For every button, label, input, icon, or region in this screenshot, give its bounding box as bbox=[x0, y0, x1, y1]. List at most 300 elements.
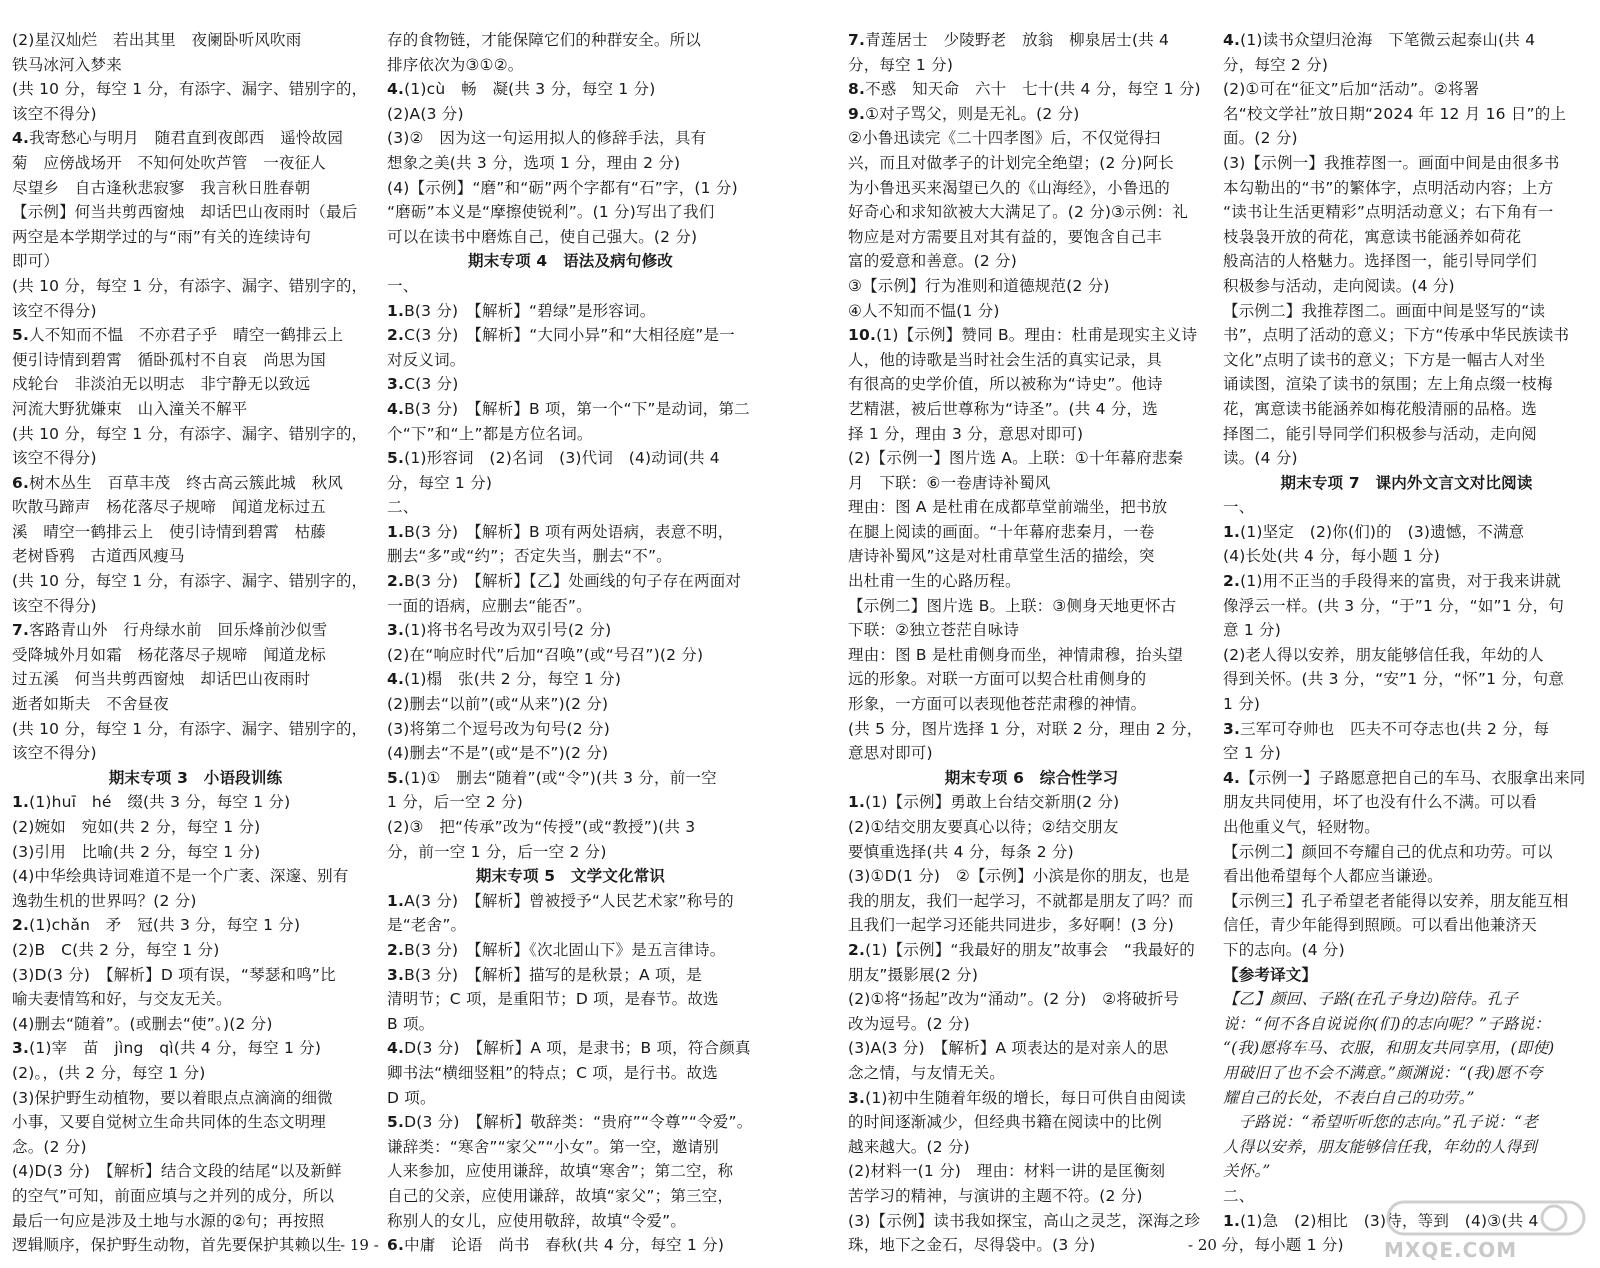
answer-line bbox=[848, 618, 1215, 643]
line-text: 青莲居士 少陵野老 放翁 柳泉居士(共 4 bbox=[865, 31, 1170, 49]
line-text: 择图二，能引导同学们积极参与活动，走向阅 bbox=[1223, 424, 1538, 443]
line-text: 该空不得分) bbox=[12, 449, 97, 468]
answer-line bbox=[12, 1086, 379, 1111]
question-number: 5. bbox=[387, 768, 405, 787]
line-text: 书”，点明了活动的意义；下方“传承中华民族读书 bbox=[1223, 326, 1570, 345]
line-text: 【乙】颜回、子路(在孔子身边)陪侍。孔子 bbox=[1223, 990, 1519, 1009]
question-number: 6. bbox=[387, 1236, 405, 1255]
answer-line bbox=[1223, 840, 1590, 865]
answer-line bbox=[12, 1184, 379, 1209]
line-text: 择 1 分，理由 3 分，意思对即可) bbox=[848, 424, 1084, 443]
question-number: 3. bbox=[387, 375, 405, 394]
answer-line bbox=[387, 323, 754, 348]
line-text: 得到关怀。(共 3 分，“安”1 分，“怀”1 分，句意 bbox=[1223, 670, 1565, 689]
question-number: 2. bbox=[387, 326, 405, 345]
line-text: 该空不得分) bbox=[12, 104, 97, 123]
line-text: 兴，而且对做孝子的计划完全绝望；(2 分)阿长 bbox=[848, 153, 1174, 172]
line-text: 花，寓意读书能涵养如梅花般清丽的品格。选 bbox=[1223, 399, 1538, 418]
answer-line bbox=[12, 1209, 379, 1234]
line-text: 溪 晴空一鹤排云上 使引诗情到碧霄 枯藤 bbox=[12, 522, 327, 541]
line-text: 二、 bbox=[387, 498, 419, 517]
answer-line bbox=[387, 987, 754, 1012]
answer-line bbox=[387, 1233, 754, 1258]
line-text: 形象，一方面可以表现他苍茫肃穆的神情。 bbox=[848, 695, 1147, 714]
question-number: 1. bbox=[1223, 522, 1241, 541]
line-text: 文化”点明了读书的意义；下方是一幅古人对坐 bbox=[1223, 350, 1546, 369]
line-text: 想象之美(共 3 分，选项 1 分，理由 2 分) bbox=[387, 153, 681, 172]
answer-line bbox=[848, 495, 1215, 520]
line-text: 逝者如斯夫 不舍昼夜 bbox=[12, 695, 170, 714]
line-text: 用破旧了也不会不满意。”颜渊说：“(我)愿不夸 bbox=[1223, 1063, 1543, 1082]
line-text: 我的朋友，我们一起学习，不就都是朋友了吗？而 bbox=[848, 891, 1194, 910]
line-text: 理由：图 A 是杜甫在成都草堂前端坐，把书放 bbox=[848, 498, 1168, 517]
question-number: 3. bbox=[1223, 719, 1241, 738]
question-number: 3. bbox=[12, 1039, 30, 1058]
line-text: ③【示例】行为准则和道德规范(2 分) bbox=[848, 276, 1110, 295]
line-text: B(3 分) 【解析】描写的是秋景；A 项，是 bbox=[404, 965, 702, 984]
line-text: 戍轮台 非淡泊无以明志 非宁静无以致远 bbox=[12, 375, 311, 394]
line-text: 越来越大。(2 分) bbox=[848, 1137, 970, 1156]
answer-line bbox=[1223, 151, 1590, 176]
line-text: 该空不得分) bbox=[12, 596, 97, 615]
section-heading: 期末专项 4 语法及病句修改 bbox=[468, 252, 673, 271]
line-text: 珠，地下之金石，尽得袋中。(3 分) bbox=[848, 1236, 1096, 1255]
line-text: (2)【示例一】图片选 A。上联：①十年幕府悲秦 bbox=[848, 449, 1184, 468]
line-text: 过五溪 何当共剪西窗烛 却话巴山夜雨时 bbox=[12, 670, 311, 689]
answer-line bbox=[387, 102, 754, 127]
line-text: 分，每空 2 分) bbox=[1223, 55, 1329, 74]
line-text: (4)【示例】“磨”和“砺”两个字都有“石”字，(1 分) bbox=[387, 178, 738, 197]
line-text: 空 1 分) bbox=[1223, 744, 1281, 763]
line-text: 是“老舍”。 bbox=[387, 916, 467, 935]
line-text: 人得以安养，朋友能够信任我，年幼的人得到 bbox=[1223, 1137, 1538, 1156]
line-text: D(3 分) 【解析】A 项，是隶书；B 项，符合颜真 bbox=[404, 1039, 751, 1058]
answer-line bbox=[387, 766, 754, 791]
question-number: 4. bbox=[12, 129, 30, 148]
question-number: 1. bbox=[12, 793, 30, 812]
line-text: 分，每空 1 分) bbox=[387, 473, 493, 492]
answer-line bbox=[12, 495, 379, 520]
answer-line bbox=[848, 1184, 1215, 1209]
answer-line bbox=[1223, 225, 1590, 250]
line-text: 意思对即可) bbox=[848, 744, 933, 763]
answer-line bbox=[12, 864, 379, 889]
answer-line bbox=[387, 397, 754, 422]
answer-line bbox=[1223, 520, 1590, 545]
answer-line bbox=[848, 544, 1215, 569]
answer-line bbox=[12, 1012, 379, 1037]
answer-line bbox=[387, 422, 754, 447]
line-text: (1)用不正当的手段得来的富贵，对于我来讲就 bbox=[1240, 572, 1561, 591]
line-text: B(3 分) 【解析】【乙】处画线的句子存在两面对 bbox=[404, 572, 742, 591]
question-number: 8. bbox=[848, 80, 866, 99]
answer-line bbox=[12, 102, 379, 127]
line-text: (4)D(3 分) 【解析】结合文段的结尾“以及新鲜 bbox=[12, 1162, 342, 1181]
line-text: (1)huī hé 缀(共 3 分，每空 1 分) bbox=[29, 793, 291, 812]
answer-line bbox=[848, 299, 1215, 324]
answer-line bbox=[387, 544, 754, 569]
answer-line bbox=[12, 225, 379, 250]
line-text: C(3 分) 【解析】“大同小异”和“大相径庭”是一 bbox=[404, 326, 735, 345]
answer-line bbox=[1223, 126, 1590, 151]
answer-line bbox=[387, 225, 754, 250]
question-number: 1. bbox=[387, 522, 405, 541]
watermark-logo-icon bbox=[1386, 1198, 1586, 1238]
question-number: 1. bbox=[387, 301, 405, 320]
answer-line bbox=[12, 200, 379, 225]
question-number: 4. bbox=[1223, 768, 1241, 787]
line-text: 分，前一空 1 分，后一空 2 分) bbox=[387, 842, 607, 861]
question-number: 2. bbox=[12, 916, 30, 935]
line-text: (2)材料一(1 分) 理由：材料一讲的是匡衡刻 bbox=[848, 1162, 1166, 1181]
answer-line bbox=[12, 28, 379, 53]
answer-line bbox=[848, 249, 1215, 274]
answer-line bbox=[12, 126, 379, 151]
translation-line bbox=[1223, 1159, 1590, 1184]
line-text: 谦辞类：“寒舍”“家父”“小女”。第一空，邀请别 bbox=[387, 1137, 719, 1156]
line-text: 【示例】何当共剪西窗烛 却话巴山夜雨时（最后 bbox=[12, 203, 358, 222]
line-text: (1)【示例】勇敢上台结交新朋(2 分) bbox=[865, 793, 1120, 812]
answer-line bbox=[848, 1012, 1215, 1037]
translation-line bbox=[1223, 1061, 1590, 1086]
answer-line bbox=[848, 594, 1215, 619]
question-number: 9. bbox=[848, 104, 866, 123]
line-text: 关怀。” bbox=[1223, 1162, 1271, 1181]
line-text: 中庸 论语 尚书 春秋(共 4 分，每空 1 分) bbox=[404, 1236, 725, 1255]
answer-line bbox=[387, 790, 754, 815]
line-text: (2)B C(共 2 分，每空 1 分) bbox=[12, 940, 220, 959]
line-text: (2)婉如 宛如(共 2 分，每空 1 分) bbox=[12, 818, 261, 836]
line-text: 且我们一起学习还能共同进步，多好啊！(3 分) bbox=[848, 916, 1174, 935]
line-text: 对反义词。 bbox=[387, 350, 466, 369]
answer-line bbox=[387, 717, 754, 742]
answer-line bbox=[848, 446, 1215, 471]
line-text: (2)③ 把“传承”改为“传授”(或“教授”)(共 3 bbox=[387, 818, 696, 836]
line-text: 般高洁的人格魅力。选择图一，能引导同学们 bbox=[1223, 252, 1538, 271]
line-text: 富的爱意和善意。(2 分) bbox=[848, 252, 1017, 271]
line-text: 客路青山外 行舟绿水前 回乐烽前沙似雪 bbox=[29, 621, 328, 640]
answer-line bbox=[1223, 963, 1590, 988]
line-text: (1)形容词 (2)名词 (3)代词 (4)动词(共 4 bbox=[404, 449, 720, 468]
line-text: (3)D(3 分) 【解析】D 项有误，“琴瑟和鸣”比 bbox=[12, 965, 336, 984]
answer-line bbox=[387, 1110, 754, 1135]
answer-line bbox=[1223, 495, 1590, 520]
answer-line bbox=[848, 53, 1215, 78]
line-text: (3)【示例】读书我如探宝，高山之灵芝，深海之珍 bbox=[848, 1211, 1201, 1230]
line-text: 有很高的史学价值，所以被称为“诗史”。他诗 bbox=[848, 375, 1163, 394]
question-number: 1. bbox=[387, 891, 405, 910]
question-number: 3. bbox=[387, 621, 405, 640]
answer-line bbox=[848, 889, 1215, 914]
line-text: 喻夫妻情笃和好，与交友无关。 bbox=[12, 990, 232, 1009]
line-text: 理由：图 B 是杜甫侧身而坐，神情肃穆，抬头望 bbox=[848, 645, 1184, 664]
answer-line bbox=[387, 1012, 754, 1037]
answer-line bbox=[12, 963, 379, 988]
section-heading: 期末专项 6 综合性学习 bbox=[944, 768, 1119, 787]
line-text: “读书让生活更精彩”点明活动意义；右下角有一 bbox=[1223, 203, 1554, 222]
page-number-20: - 20 - bbox=[1188, 1236, 1227, 1254]
answer-line bbox=[1223, 77, 1590, 102]
line-text: 朋友共同使用，坏了也没有什么不满。可以看 bbox=[1223, 793, 1538, 812]
line-text: 【示例二】我推荐图二。画面中间是竖写的“读 bbox=[1223, 301, 1546, 320]
answer-line bbox=[1223, 53, 1590, 78]
answer-line bbox=[848, 1086, 1215, 1111]
line-text: D(3 分) 【解析】敬辞类：“贵府”“令尊”“令爱”。 bbox=[404, 1113, 753, 1132]
line-text: (1)cù 畅 凝(共 3 分，每空 1 分) bbox=[404, 80, 656, 99]
line-text: 尽望乡 自古逢秋悲寂寥 我言秋日胜春朝 bbox=[12, 178, 311, 197]
answer-line bbox=[12, 938, 379, 963]
line-text: 念。(2 分) bbox=[12, 1137, 87, 1156]
answer-line bbox=[12, 1233, 379, 1258]
line-text: (1)将书名号改为双引号(2 分) bbox=[404, 621, 612, 640]
answer-line bbox=[12, 618, 379, 643]
line-text: (3)保护野生动植物，要以着眼点点滴滴的细微 bbox=[12, 1088, 333, 1107]
answer-line bbox=[12, 987, 379, 1012]
answer-line bbox=[1223, 667, 1590, 692]
answer-line bbox=[12, 840, 379, 865]
answer-line bbox=[12, 520, 379, 545]
answer-line bbox=[12, 692, 379, 717]
answer-line bbox=[387, 1135, 754, 1160]
answer-line bbox=[1223, 323, 1590, 348]
line-text: 像浮云一样。(共 3 分，“于”1 分，“如”1 分，句 bbox=[1223, 596, 1565, 615]
answer-line bbox=[1223, 397, 1590, 422]
line-text: 【参考译文】 bbox=[1223, 965, 1318, 984]
answer-line bbox=[12, 913, 379, 938]
answer-line bbox=[848, 348, 1215, 373]
answer-line bbox=[848, 471, 1215, 496]
answer-line bbox=[848, 1233, 1215, 1258]
answer-line bbox=[387, 692, 754, 717]
line-text: (共 5 分，图片选择 1 分，对联 2 分，理由 2 分， bbox=[848, 719, 1203, 738]
question-number: 4. bbox=[387, 670, 405, 689]
answer-line bbox=[848, 963, 1215, 988]
question-number: 2. bbox=[1223, 572, 1241, 591]
line-text: 月 下联：⑥一卷唐诗补蜀风 bbox=[848, 473, 1051, 492]
line-text: (4)删去“不是”(或“是不”)(2 分) bbox=[387, 744, 609, 763]
question-number: 6. bbox=[12, 473, 30, 492]
answer-line bbox=[387, 495, 754, 520]
watermark-text: MXQE.COM bbox=[1384, 1238, 1518, 1262]
line-text: (1)坚定 (2)你(们)的 (3)遗憾，不满意 bbox=[1240, 522, 1525, 541]
answer-line bbox=[387, 643, 754, 668]
answer-line bbox=[387, 1086, 754, 1111]
answer-line bbox=[1223, 864, 1590, 889]
line-text: B(3 分) 【解析】《次北固山下》是五言律诗。 bbox=[404, 940, 726, 959]
answer-line bbox=[12, 446, 379, 471]
question-number: 5. bbox=[387, 1113, 405, 1132]
answer-line bbox=[1223, 643, 1590, 668]
answer-line bbox=[12, 1159, 379, 1184]
answer-line bbox=[12, 1110, 379, 1135]
answer-line bbox=[848, 225, 1215, 250]
line-text: 逸勃生机的世界吗？(2 分) bbox=[12, 891, 197, 910]
question-number: 1. bbox=[1223, 1211, 1241, 1230]
line-text: 枝袅袅开放的荷花，寓意读书能涵养如荷花 bbox=[1223, 227, 1522, 246]
line-text: (2)老人得以安养，朋友能够信任我，年幼的人 bbox=[1223, 645, 1544, 664]
answer-line bbox=[387, 889, 754, 914]
answer-line bbox=[12, 274, 379, 299]
answer-line bbox=[387, 1061, 754, 1086]
question-number: 5. bbox=[12, 326, 30, 345]
question-number: 1. bbox=[848, 793, 866, 812]
line-text: 小事，又要自觉树立生命共同体的生态文明理 bbox=[12, 1113, 327, 1132]
answer-line bbox=[848, 372, 1215, 397]
answer-line bbox=[387, 299, 754, 324]
question-number: 4. bbox=[387, 399, 405, 418]
line-text: 下的志向。(4 分) bbox=[1223, 940, 1345, 959]
line-text: (1)榻 张(共 2 分，每空 1 分) bbox=[404, 670, 622, 689]
answer-line bbox=[12, 594, 379, 619]
line-text: 好奇心和求知欲被大大满足了。(2 分)③示例：礼 bbox=[848, 203, 1189, 222]
line-text: (3)A(3 分) 【解析】A 项表达的是对亲人的思 bbox=[848, 1039, 1169, 1058]
answer-line bbox=[387, 372, 754, 397]
line-text: (2)。，(共 2 分，每空 1 分) bbox=[12, 1063, 206, 1082]
answer-line bbox=[1223, 692, 1590, 717]
line-text: 诵读图，渲染了读书的氛围；左上角点缀一枝梅 bbox=[1223, 375, 1553, 394]
line-text: 子路说：“希望听听您的志向。”孔子说：“老 bbox=[1223, 1113, 1538, 1132]
answer-line bbox=[848, 126, 1215, 151]
line-text: (1)chǎn 矛 冠(共 3 分，每空 1 分) bbox=[29, 916, 301, 935]
answer-line bbox=[387, 151, 754, 176]
line-text: 唐诗补蜀风”这是对杜甫草堂生活的描绘，突 bbox=[848, 547, 1155, 566]
line-text: (2)①可在“征文”后加“活动”。②将署 bbox=[1223, 80, 1480, 99]
answer-line bbox=[1223, 938, 1590, 963]
answer-line bbox=[12, 348, 379, 373]
answer-line bbox=[387, 667, 754, 692]
line-text: 积极参与活动，走向阅读。(4 分) bbox=[1223, 276, 1455, 295]
answer-line bbox=[12, 1036, 379, 1061]
line-text: (共 10 分，每空 1 分，有添字、漏字、错别字的， bbox=[12, 80, 368, 99]
answer-line bbox=[387, 520, 754, 545]
line-text: 二、 bbox=[1223, 1186, 1255, 1205]
answer-line bbox=[387, 274, 754, 299]
answer-line bbox=[1223, 102, 1590, 127]
answer-line bbox=[848, 569, 1215, 594]
answer-line bbox=[12, 717, 379, 742]
line-text: 在腿上阅读的画面。“十年幕府悲秦月，一卷 bbox=[848, 522, 1155, 541]
question-number: 10. bbox=[848, 326, 877, 345]
answer-line bbox=[12, 815, 379, 840]
answer-line bbox=[12, 790, 379, 815]
answer-line bbox=[12, 53, 379, 78]
answer-line bbox=[12, 323, 379, 348]
line-text: 改为逗号。(2 分) bbox=[848, 1014, 970, 1033]
answer-line bbox=[12, 299, 379, 324]
line-text: (2)星汉灿烂 若出其里 夜阑卧听风吹雨 bbox=[12, 31, 302, 49]
answer-line bbox=[387, 1159, 754, 1184]
answer-line bbox=[848, 422, 1215, 447]
line-text: ①对子骂父，则是无礼。(2 分) bbox=[865, 104, 1080, 123]
line-text: 老树昏鸦 古道西风瘦马 bbox=[12, 547, 185, 566]
line-text: (2)A(3 分) bbox=[387, 104, 464, 123]
section-heading: 期末专项 7 课内外文言文对比阅读 bbox=[1280, 473, 1533, 492]
line-text: (共 10 分，每空 1 分，有添字、漏字、错别字的， bbox=[12, 719, 368, 738]
line-text: 受降城外月如霜 杨花落尽子规啼 闻道龙标 bbox=[12, 645, 327, 664]
answer-line bbox=[848, 741, 1215, 766]
answer-line bbox=[1223, 544, 1590, 569]
line-text: (1)【示例】“我最好的朋友”故事会 “我最好的 bbox=[865, 940, 1195, 959]
line-text: B 项。 bbox=[387, 1014, 435, 1033]
line-text: (3)② 因为这一句运用拟人的修辞手法，具有 bbox=[387, 129, 707, 148]
line-text: 分，每小题 1 分) bbox=[1223, 1236, 1344, 1255]
answer-line bbox=[848, 28, 1215, 53]
answer-line bbox=[848, 151, 1215, 176]
answer-line bbox=[1223, 594, 1590, 619]
line-text: 即可） bbox=[12, 252, 60, 271]
answer-line bbox=[12, 544, 379, 569]
line-text: 可以在读书中磨炼自己，使自己强大。(2 分) bbox=[387, 227, 698, 246]
line-text: 铁马冰河入梦来 bbox=[12, 55, 122, 74]
line-text: 面。(2 分) bbox=[1223, 129, 1298, 148]
line-text: 读。(4 分) bbox=[1223, 449, 1298, 468]
line-text: (共 10 分，每空 1 分，有添字、漏字、错别字的， bbox=[12, 424, 368, 443]
answer-line bbox=[387, 569, 754, 594]
line-text: 两空是本学期学过的与“雨”有关的连续诗句 bbox=[12, 227, 312, 246]
line-text: 要慎重选择(共 4 分，每条 2 分) bbox=[848, 842, 1074, 861]
answer-line bbox=[387, 1184, 754, 1209]
line-text: (1)【示例】赞同 B。理由：杜甫是现实主义诗 bbox=[876, 326, 1198, 345]
answer-line bbox=[12, 77, 379, 102]
line-text: 分，每空 1 分) bbox=[848, 55, 954, 74]
line-text: 不惑 知天命 六十 七十(共 4 分，每空 1 分) bbox=[865, 80, 1201, 99]
line-text: (1)① 删去“随着”(或“令”)(共 3 分，前一空 bbox=[404, 768, 717, 787]
answer-line bbox=[848, 987, 1215, 1012]
answer-line bbox=[387, 1036, 754, 1061]
line-text: 个“下”和“上”都是方位名词。 bbox=[387, 424, 593, 443]
line-text: 出杜甫一生的心路历程。 bbox=[848, 572, 1021, 591]
line-text: (2)删去“以前”(或“从来”)(2 分) bbox=[387, 695, 609, 714]
answer-line bbox=[387, 471, 754, 496]
line-text: 卿书法“横细竖粗”的特点；C 项，是行书。故选 bbox=[387, 1063, 718, 1082]
line-text: 【示例二】颜回不夸耀自己的优点和功劳。可以 bbox=[1223, 842, 1553, 861]
line-text: (共 10 分，每空 1 分，有添字、漏字、错别字的， bbox=[12, 572, 368, 591]
answer-line bbox=[387, 815, 754, 840]
answer-line bbox=[1223, 913, 1590, 938]
line-text: (1)急 (2)相比 (3)待，等到 (4)③(共 4 bbox=[1240, 1211, 1539, 1230]
line-text: 为小鲁迅买来渴望已久的《山海经》，小鲁迅的 bbox=[848, 178, 1170, 197]
answer-line bbox=[12, 372, 379, 397]
line-text: 三军可夺帅也 匹夫不可夺志也(共 2 分，每 bbox=[1240, 719, 1550, 738]
line-text: 树木丛生 百草丰茂 终古高云簇此城 秋风 bbox=[29, 473, 344, 492]
answer-line bbox=[12, 151, 379, 176]
page-19-column-2 bbox=[387, 28, 754, 1255]
line-text: B(3 分) 【解析】B 项有两处语病，表意不明， bbox=[404, 522, 734, 541]
line-text: (3)【示例一】我推荐图一。画面中间是由很多书 bbox=[1223, 153, 1560, 172]
line-text: 【示例一】子路愿意把自己的车马、衣服拿出来同 bbox=[1240, 768, 1586, 787]
translation-line bbox=[1223, 1110, 1590, 1135]
answer-line bbox=[848, 1110, 1215, 1135]
line-text: (1)宰 苗 jìng qì(共 4 分，每空 1 分) bbox=[29, 1039, 322, 1058]
question-number: 7. bbox=[12, 621, 30, 640]
line-text: 念之情，与友情无关。 bbox=[848, 1063, 1006, 1082]
answer-line bbox=[12, 249, 379, 274]
answer-line bbox=[387, 348, 754, 373]
question-number: 4. bbox=[387, 80, 405, 99]
answer-line bbox=[848, 323, 1215, 348]
line-text: ②小鲁迅读完《二十四孝图》后，不仅觉得扫 bbox=[848, 129, 1161, 148]
answer-line bbox=[387, 200, 754, 225]
line-text: 下联：②独立苍茫自咏诗 bbox=[848, 621, 1020, 640]
line-text: 最后一句应是涉及土地与水源的②句；再按照 bbox=[12, 1211, 325, 1230]
line-text: D 项。 bbox=[387, 1088, 436, 1107]
answer-line bbox=[1223, 717, 1590, 742]
answer-line bbox=[387, 176, 754, 201]
answer-line bbox=[1223, 422, 1590, 447]
answer-line bbox=[848, 397, 1215, 422]
line-text: (2)在“响应时代”后加“召唤”(或“号召”)(2 分) bbox=[387, 645, 704, 664]
answer-line bbox=[848, 77, 1215, 102]
